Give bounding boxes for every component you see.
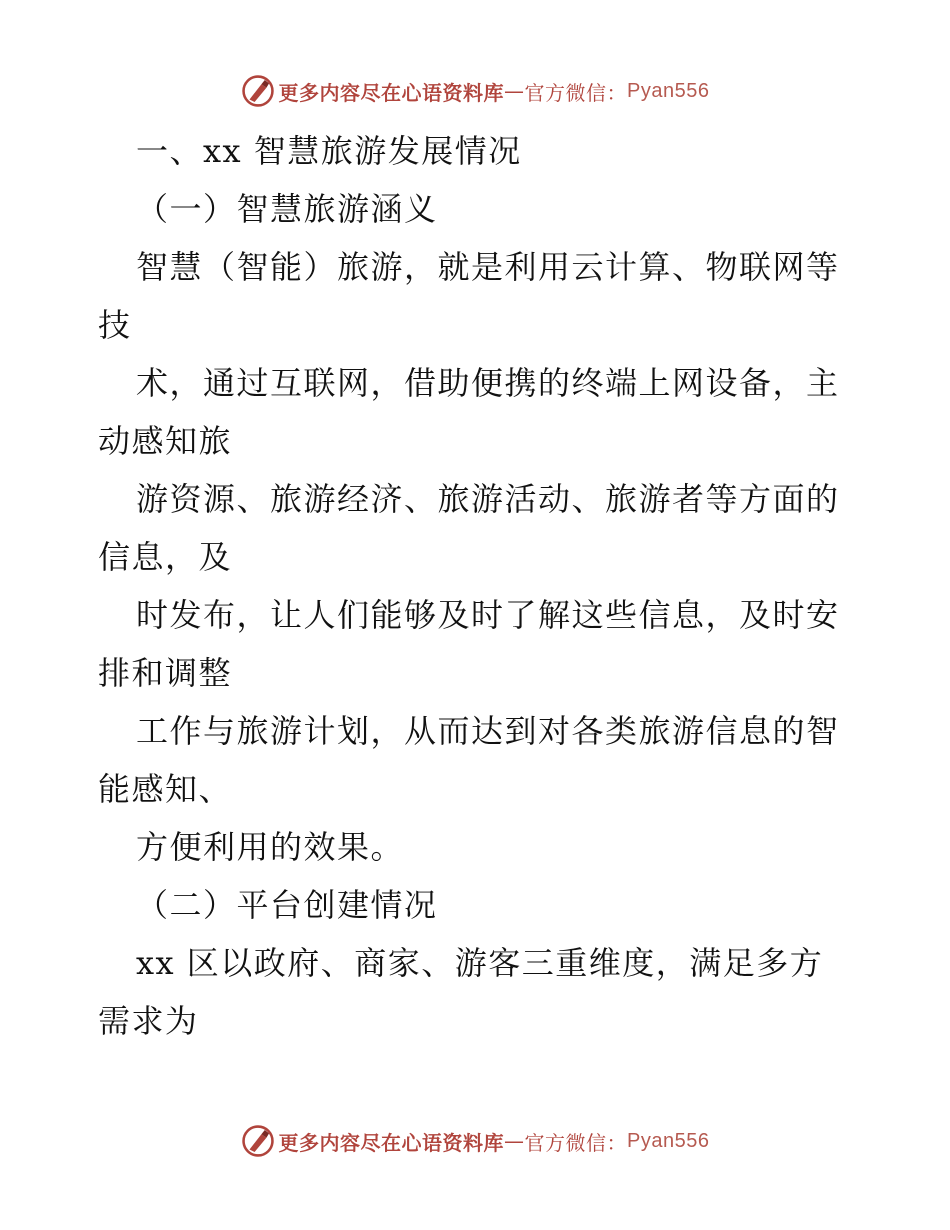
paragraph-line: 信息，及: [98, 538, 233, 576]
paragraph-line: 排和调整: [98, 654, 233, 692]
document-body: [98, 122, 858, 1050]
watermark-dash: —: [504, 79, 525, 103]
subsection-heading: （一）智慧旅游涵义: [136, 190, 438, 228]
paragraph-line: 游资源、旅游经济、旅游活动、旅游者等方面的: [136, 480, 840, 518]
paragraph-line: 工作与旅游计划，从而达到对各类旅游信息的智: [136, 712, 840, 750]
subsection-heading: （二）平台创建情况: [136, 886, 438, 924]
watermark-dash: —: [504, 1129, 525, 1153]
section-heading: 一、xx 智慧旅游发展情况: [136, 132, 522, 170]
header-watermark: [0, 74, 950, 108]
paragraph-line: 动感知旅: [98, 422, 233, 460]
paragraph-line: xx 区以政府、商家、游客三重维度，满足多方: [136, 944, 824, 982]
paragraph-line: 智慧（智能）旅游，就是利用云计算、物联网等: [136, 248, 840, 286]
paragraph-line: 能感知、: [98, 770, 233, 808]
paragraph-line: 方便利用的效果。: [136, 828, 405, 866]
watermark-wechat-id: Pyan556: [627, 1129, 710, 1152]
watermark-wechat-label: 官方微信：: [524, 80, 628, 105]
paragraph-line: 技: [98, 306, 132, 344]
watermark-wechat-id: Pyan556: [627, 79, 710, 102]
pen-logo-icon: [241, 74, 275, 108]
watermark-text: 更多内容尽在心语资料库: [278, 80, 505, 105]
footer-watermark: [0, 1124, 950, 1158]
pen-logo-icon: [241, 1124, 275, 1158]
paragraph-line: 时发布，让人们能够及时了解这些信息，及时安: [136, 596, 840, 634]
paragraph-line: 需求为: [98, 1002, 199, 1040]
watermark-text: 更多内容尽在心语资料库: [278, 1130, 505, 1155]
watermark-wechat-label: 官方微信：: [524, 1130, 628, 1155]
paragraph-line: 术，通过互联网，借助便携的终端上网设备，主: [136, 364, 840, 402]
